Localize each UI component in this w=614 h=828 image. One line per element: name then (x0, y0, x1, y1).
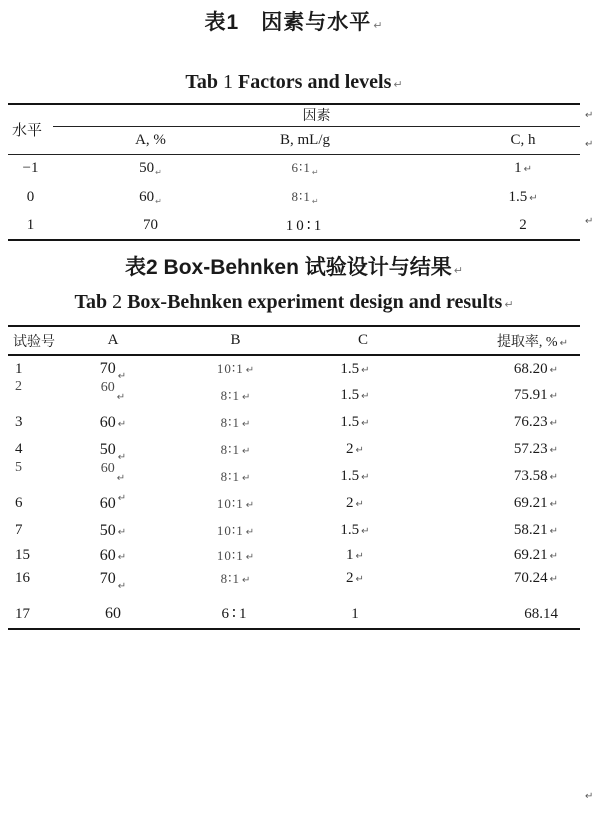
table-row (8, 382, 580, 409)
cell-a: 70 $_↵$ (99, 360, 127, 382)
return-mark-icon: ↵ (393, 78, 403, 91)
cell-b: 10∶1 ↵ (216, 547, 255, 563)
cell-c: 2 ↵ (346, 495, 364, 511)
table1-caption-en (8, 71, 580, 94)
table2-body (8, 355, 580, 629)
return-mark-icon: ↵ (116, 391, 126, 403)
cell-run-no: 7 (15, 522, 23, 538)
cell-a: 60↵ (100, 379, 126, 403)
return-mark-icon: ↵ (242, 418, 251, 430)
table1-header-row-2 (8, 126, 580, 154)
table-row (8, 355, 580, 382)
return-mark-icon: ↵ (549, 418, 558, 429)
table1-caption-cn-text: 表1 因素与水平 (204, 11, 372, 34)
cell-c: 1 ↵ (346, 547, 364, 563)
table2-caption-en (8, 291, 580, 314)
return-mark-icon: ↵ (117, 580, 127, 592)
cell-extraction-rate: 76.23 ↵ (513, 414, 558, 430)
return-mark-icon: ↵ (117, 492, 127, 504)
cell-b: $8∶1_↵$ (291, 189, 319, 206)
cell-run-no: 2 (15, 379, 22, 394)
cell-run-no: 3 (15, 414, 23, 430)
col-header-b: B, mL/g (248, 126, 466, 154)
table2-header-row (8, 326, 580, 355)
return-mark-icon: ↵ (245, 499, 255, 511)
cell-extraction-rate: 57.23 ↵ (513, 441, 558, 457)
cell-run-no: 6 (15, 495, 23, 511)
cell-b: 8∶1 ↵ (220, 414, 251, 430)
table-row (8, 463, 580, 490)
cell-a: 60 ↵ (99, 413, 127, 431)
return-mark-icon: ↵ (585, 110, 594, 121)
col-header-c: C (303, 326, 423, 355)
cell-run-no: 17 (15, 606, 30, 622)
cell-extraction-rate: 70.24 ↵ (513, 570, 558, 586)
return-mark-icon: ↵ (585, 791, 594, 802)
return-mark-icon: ↵ (245, 551, 255, 563)
table-row (8, 567, 580, 590)
cell-b: 8∶1 ↵ (220, 441, 251, 457)
return-mark-icon: ↵ (311, 168, 319, 178)
cell-c: 1.5 ↵ (340, 522, 370, 538)
cell-run-no: 15 (15, 547, 30, 563)
return-mark-icon: ↵ (355, 551, 364, 562)
cell-c: 2 (519, 217, 527, 233)
cell-extraction-rate: 69.21 ↵ (513, 547, 558, 563)
cell-a: 60 ↵ (99, 492, 127, 512)
box-behnken-results-table (8, 325, 580, 630)
cell-level: −1 (22, 160, 39, 177)
table2-caption-cn (8, 251, 580, 281)
cell-run-no: 4 (15, 441, 23, 457)
cell-extraction-rate: 68.14 (524, 606, 558, 622)
col-header-b: B (168, 326, 303, 355)
table1-caption-cn (8, 6, 580, 36)
table-row (8, 212, 580, 240)
col-header-run-no: 试验号 (8, 326, 58, 355)
cell-b: 10∶1 ↵ (216, 361, 255, 376)
cell-extraction-rate: 69.21 ↵ (513, 495, 558, 511)
return-mark-icon: ↵ (155, 168, 162, 178)
return-mark-icon: ↵ (361, 364, 370, 376)
return-mark-icon: ↵ (242, 472, 251, 484)
return-mark-icon: ↵ (311, 197, 319, 206)
return-mark-icon: ↵ (245, 526, 255, 538)
return-mark-icon: ↵ (361, 472, 370, 483)
cell-extraction-rate: 68.20 ↵ (513, 360, 558, 377)
col-header-extraction-rate: 提取率, % ↵ (423, 326, 580, 355)
col-header-a: A (58, 326, 168, 355)
cell-level: 1 (26, 217, 35, 233)
table-row (8, 490, 580, 517)
return-mark-icon: ↵ (242, 391, 251, 403)
return-mark-icon: ↵ (361, 391, 370, 402)
table-row (8, 183, 580, 212)
return-mark-icon: ↵ (355, 445, 364, 456)
return-mark-icon: ↵ (155, 197, 162, 206)
table-row (8, 154, 580, 183)
return-mark-icon: ↵ (549, 445, 558, 456)
table-row (8, 436, 580, 463)
return-mark-icon: ↵ (355, 499, 364, 510)
col-header-a: A, % (53, 126, 248, 154)
cell-a: 70 $_↵$ (99, 569, 127, 592)
caption-word: Tab (74, 291, 108, 313)
cell-c: 2 ↵ (346, 570, 364, 586)
caption-text: Factors and levels (238, 71, 392, 93)
return-mark-icon: ↵ (549, 574, 558, 585)
cell-extraction-rate: 75.91 ↵ (513, 387, 558, 403)
col-header-level: 水平 (8, 104, 53, 154)
return-mark-icon: ↵ (549, 472, 558, 483)
cell-c: 2 ↵ (346, 441, 364, 457)
caption-text: Box-Behnken experiment design and results (127, 291, 503, 313)
caption-number: 1 (223, 71, 234, 93)
table1-header-row-1 (8, 104, 580, 126)
caption-number: 2 (112, 291, 123, 313)
table-row (8, 409, 580, 436)
cell-c: 1 (351, 606, 359, 622)
cell-b: 10∶1 (285, 218, 325, 234)
return-mark-icon: ↵ (117, 451, 127, 463)
cell-a: 60 ↵ (99, 546, 127, 564)
return-mark-icon: ↵ (549, 499, 558, 510)
col-header-c: C, h (466, 126, 580, 154)
return-mark-icon: ↵ (585, 139, 594, 150)
return-mark-icon: ↵ (242, 574, 251, 586)
table2-caption-cn-text: 表2 Box-Behnken 试验设计与结果 (125, 256, 452, 279)
cell-a: $60_↵$ (139, 189, 162, 206)
cell-b: 10∶1 ↵ (216, 495, 255, 511)
return-mark-icon: ↵ (453, 264, 463, 277)
return-mark-icon: ↵ (117, 526, 127, 538)
cell-level: 0 (26, 189, 35, 205)
return-mark-icon: ↵ (361, 418, 370, 429)
return-mark-icon: ↵ (504, 298, 514, 311)
cell-a: 70 (143, 217, 158, 233)
return-mark-icon: ↵ (117, 551, 127, 563)
cell-c: 1.5 ↵ (508, 189, 538, 205)
cell-c: 1.5 ↵ (340, 387, 370, 403)
cell-run-no: 1 (15, 360, 23, 377)
cell-b: 8∶1 ↵ (220, 468, 251, 484)
cell-c: 1.5 ↵ (340, 360, 370, 377)
return-mark-icon: ↵ (559, 337, 568, 349)
cell-a: 50 ↵ (99, 521, 127, 539)
cell-run-no: 5 (15, 460, 22, 475)
cell-b: 6∶1 (221, 606, 250, 622)
table-row (8, 544, 580, 567)
return-mark-icon: ↵ (355, 574, 364, 585)
return-mark-icon: ↵ (549, 364, 558, 376)
cell-extraction-rate: 58.21 ↵ (513, 522, 558, 538)
cell-c: 1 ↵ (514, 160, 532, 177)
cell-extraction-rate: 73.58 ↵ (513, 468, 558, 484)
cell-b: 8∶1 ↵ (220, 387, 251, 403)
cell-a: 60↵ (100, 460, 126, 484)
table-row (8, 517, 580, 544)
return-mark-icon: ↵ (242, 445, 251, 457)
cell-b: 10∶1 ↵ (216, 522, 255, 538)
return-mark-icon: ↵ (373, 19, 384, 32)
return-mark-icon: ↵ (245, 365, 255, 376)
return-mark-icon: ↵ (549, 391, 558, 402)
cell-b: 8∶1 ↵ (220, 570, 251, 586)
cell-a: 60 (105, 605, 121, 622)
return-mark-icon: ↵ (116, 472, 126, 484)
return-mark-icon: ↵ (549, 526, 558, 537)
cell-c: 1.5 ↵ (340, 468, 370, 484)
col-header-factors: 因素 (53, 104, 580, 126)
return-mark-icon: ↵ (117, 371, 127, 382)
cell-a: 50 $_↵$ (99, 440, 127, 463)
cell-b: $6∶1_↵$ (291, 160, 319, 178)
cell-c: 1.5 ↵ (340, 414, 370, 430)
cell-run-no: 16 (15, 570, 30, 586)
table-row (8, 590, 580, 629)
return-mark-icon: ↵ (529, 193, 538, 204)
cell-a: $50_↵$ (139, 160, 162, 178)
return-mark-icon: ↵ (585, 216, 594, 227)
caption-word: Tab (185, 71, 219, 93)
factors-levels-table (8, 103, 580, 241)
return-mark-icon: ↵ (117, 418, 127, 430)
return-mark-icon: ↵ (361, 526, 370, 537)
return-mark-icon: ↵ (523, 164, 532, 176)
return-mark-icon: ↵ (549, 551, 558, 562)
